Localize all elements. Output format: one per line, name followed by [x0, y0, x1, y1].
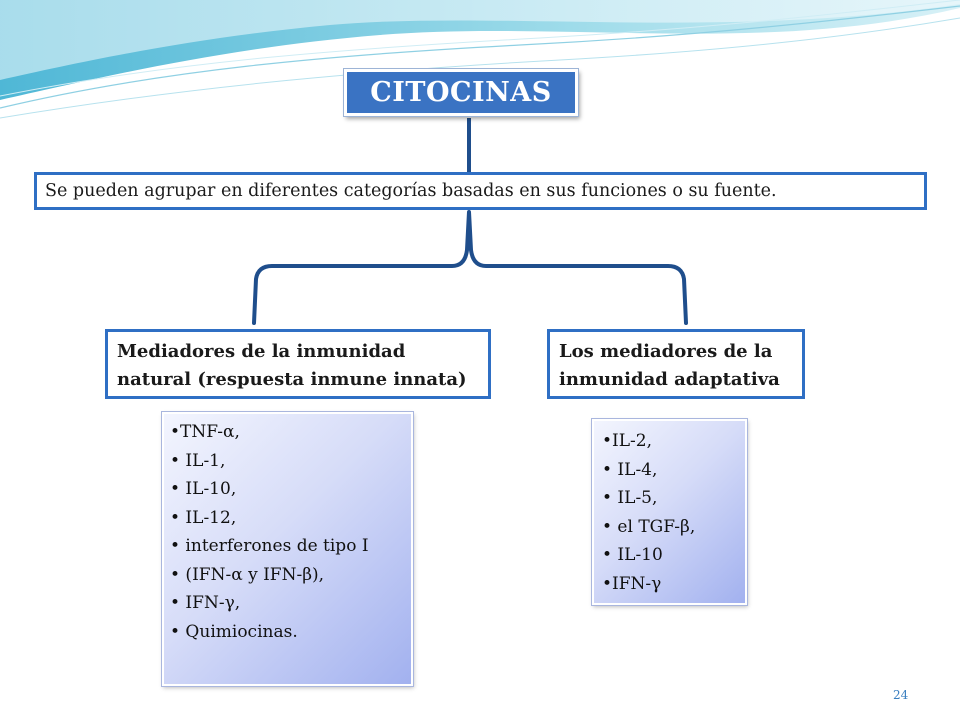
title-box: CITOCINAS: [344, 69, 578, 116]
description-box: [34, 172, 927, 210]
list-item: • interferones de tipo I: [170, 536, 369, 556]
category-adaptive-label: Los mediadores de la inmunidad adaptativa: [559, 341, 780, 390]
list-item: • IL-10,: [170, 479, 237, 499]
description-text: Se pueden agrupar en diferentes categorías basadas en sus funciones o su fuente.: [45, 181, 777, 201]
list-item: • IL-1,: [170, 450, 226, 471]
list-item: • IL-5,: [602, 488, 658, 508]
list-item: • IL-12,: [170, 507, 237, 528]
list-item: • IFN-γ,: [170, 593, 241, 613]
list-item: • el TGF-β,: [602, 516, 696, 537]
innate-cytokines-list: [162, 412, 413, 686]
category-innate-box: [105, 329, 491, 399]
page-number: 24: [893, 688, 909, 702]
category-adaptive-box: [547, 329, 805, 399]
list-item: • Quimiocinas.: [170, 621, 298, 642]
list-item: • IL-10: [602, 545, 663, 565]
category-innate-label: Mediadores de la inmunidad natural (respuesta inmune innata): [117, 341, 467, 390]
adaptive-cytokines-list: [592, 419, 747, 605]
list-item: •IL-2,: [602, 431, 652, 451]
list-item: •TNF-α,: [170, 422, 240, 442]
list-item: •IFN-γ: [602, 573, 662, 594]
brace-connector: [254, 212, 686, 323]
list-item: • (IFN-α y IFN-β),: [170, 564, 325, 585]
list-item: • IL-4,: [602, 459, 658, 480]
